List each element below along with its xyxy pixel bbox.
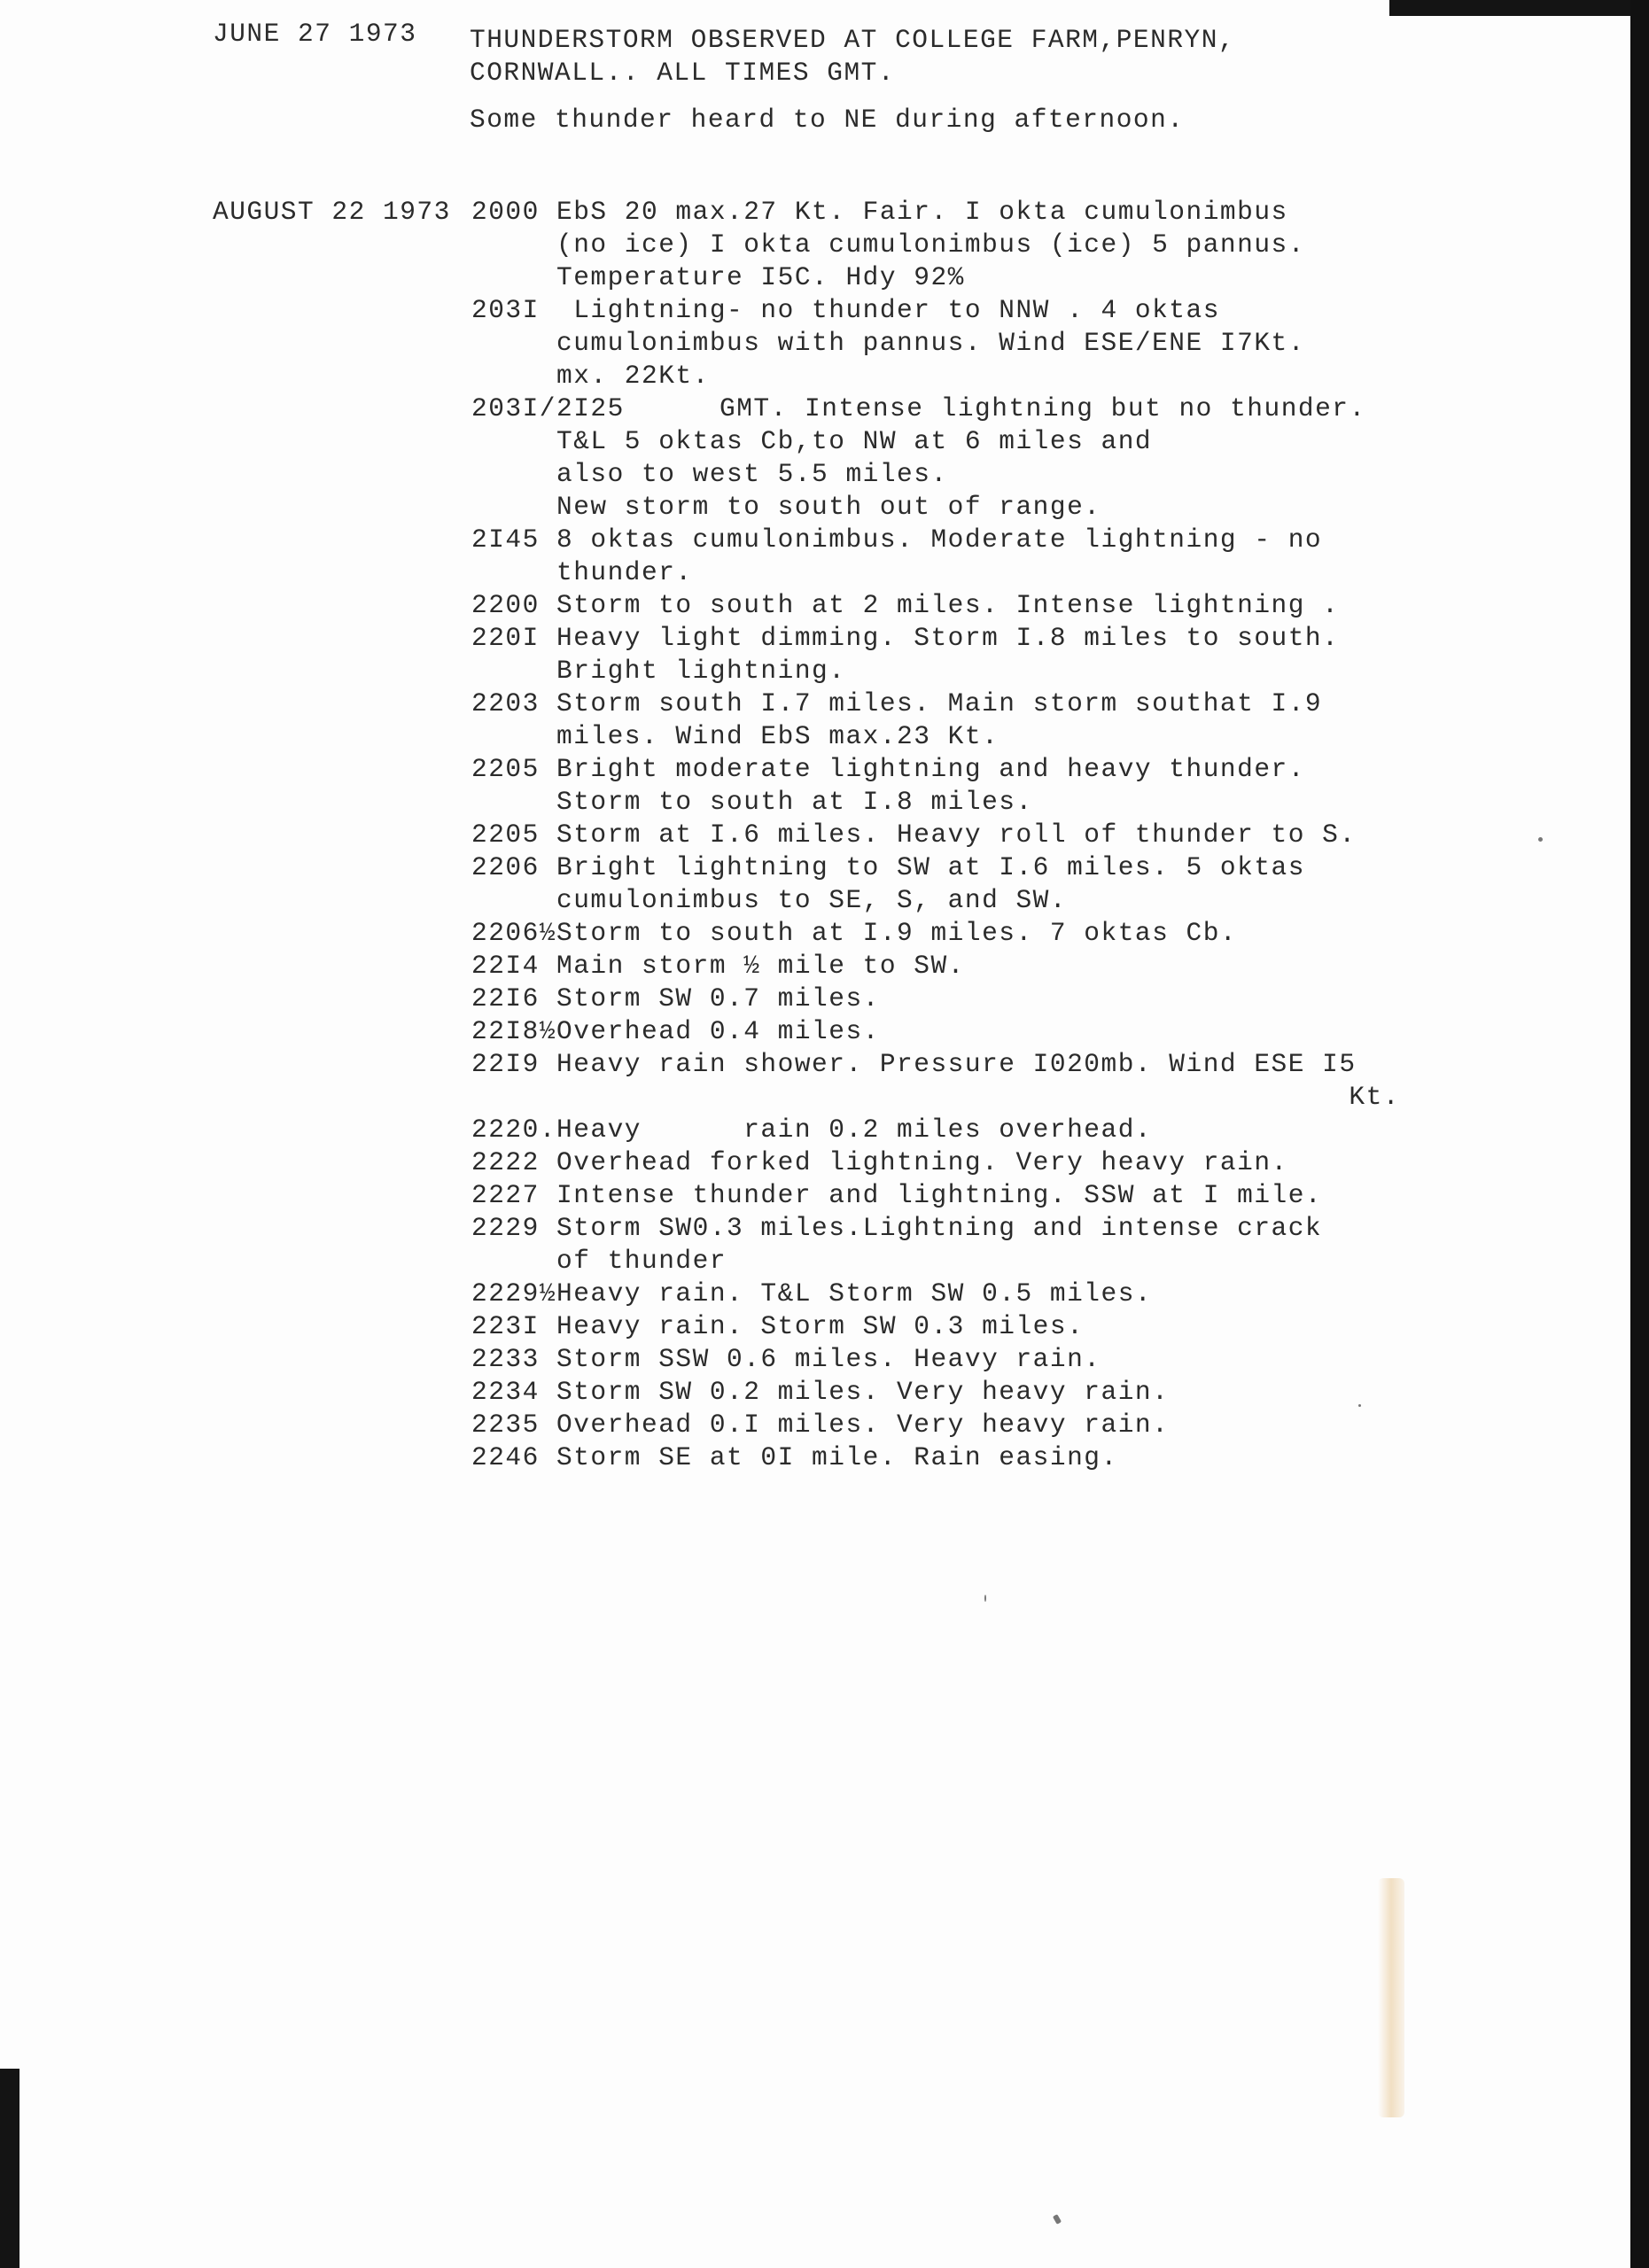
entry-line: GMT. Intense lightning but no thunder. <box>719 393 1366 423</box>
observation-entries <box>471 196 1464 1474</box>
entry-line: Storm SW 0.2 miles. Very heavy rain. <box>556 1377 1170 1407</box>
entry-time: 2205 <box>471 754 540 784</box>
entry-line: Heavy rain shower. Pressure I020mb. Wind ESE I5 <box>556 1049 1357 1079</box>
entry-line: (no ice) I okta cumulonimbus (ice) 5 pannus. <box>556 229 1305 260</box>
log-entry <box>471 1048 1464 1114</box>
entry-line: Bright moderate lightning and heavy thunder. <box>556 754 1305 784</box>
entry-line: Bright lightning. <box>556 656 846 686</box>
entry-line: Main storm ½ mile to SW. <box>556 951 965 981</box>
entry-line: Heavy rain 0.2 miles overhead. <box>556 1115 1153 1145</box>
entry-text <box>556 392 1464 524</box>
entry-time: 2246 <box>471 1442 540 1472</box>
entry-line: 8 oktas cumulonimbus. Moderate lightning - no <box>556 524 1323 555</box>
log-entry <box>471 1343 1464 1376</box>
entry-line: Storm SSW 0.6 miles. Heavy rain. <box>556 1344 1101 1374</box>
entry-time: 2234 <box>471 1377 540 1407</box>
entry-line: Overhead 0.4 miles. <box>556 1016 880 1046</box>
entry-time: 220I <box>471 623 540 653</box>
entry-line: Heavy rain. Storm SW 0.3 miles. <box>556 1311 1085 1341</box>
entry-time: 2220. <box>471 1115 557 1145</box>
entry-line: Storm at I.6 miles. Heavy roll of thunder to S. <box>556 819 1357 850</box>
log-entry <box>471 950 1464 983</box>
log-entry <box>471 1310 1464 1343</box>
entry-text <box>556 589 1464 622</box>
entry-text <box>556 950 1464 983</box>
entry-text <box>556 622 1464 687</box>
june-header <box>470 24 1444 136</box>
entry-line: Storm to south at 2 miles. Intense lightning . <box>556 590 1340 620</box>
entry-text <box>556 917 1464 950</box>
entry-time: 2222 <box>471 1147 540 1177</box>
entry-line: cumulonimbus to SE, S, and SW. <box>556 885 1068 915</box>
august-date: AUGUST 22 1973 <box>213 197 451 227</box>
log-entry <box>471 1114 1464 1146</box>
entry-line-indented: also to west 5.5 miles. <box>556 459 948 489</box>
entry-text <box>556 294 1464 392</box>
entry-line: cumulonimbus with pannus. Wind ESE/ENE I7Kt. <box>556 328 1305 358</box>
entry-time: 2205 <box>471 819 540 850</box>
entry-time: 22I4 <box>471 951 540 981</box>
entry-line: mx. 22Kt. <box>556 361 710 391</box>
entry-text <box>556 1310 1464 1343</box>
log-entry <box>471 1015 1464 1048</box>
log-entry <box>471 1179 1464 1212</box>
log-entry <box>471 1146 1464 1179</box>
entry-line-indented: T&L 5 oktas Cb,to NW at 6 miles and <box>556 426 1153 456</box>
entry-text <box>556 1343 1464 1376</box>
entry-text <box>556 983 1464 1015</box>
entry-text <box>556 1278 1464 1310</box>
entry-line: Storm SW0.3 miles.Lightning and intense crack <box>556 1213 1323 1243</box>
entry-line: Bright lightning to SW at I.6 miles. 5 oktas <box>556 852 1305 882</box>
entry-time: 22I9 <box>471 1049 540 1079</box>
log-entry <box>471 753 1464 819</box>
log-entry <box>471 196 1464 294</box>
entry-line: Overhead 0.I miles. Very heavy rain. <box>556 1410 1170 1440</box>
title-line-2: CORNWALL.. ALL TIMES GMT. <box>470 58 896 88</box>
entry-text <box>556 851 1464 917</box>
entry-time: 203I/2I25 <box>471 393 625 423</box>
entry-time: 22I8½ <box>471 1016 557 1046</box>
june-date: JUNE 27 1973 <box>213 19 417 49</box>
entry-time: 2203 <box>471 688 540 718</box>
entry-text <box>556 1146 1464 1179</box>
entry-time: 2206 <box>471 852 540 882</box>
entry-time: 2229 <box>471 1213 540 1243</box>
entry-line: Storm to south at I.8 miles. <box>556 787 1033 817</box>
entry-line: Storm SE at 0I mile. Rain easing. <box>556 1442 1118 1472</box>
entry-time: 2227 <box>471 1180 540 1210</box>
entry-time: 2200 <box>471 590 540 620</box>
entry-line: Lightning- no thunder to NNW . 4 oktas <box>556 295 1220 325</box>
entry-text <box>556 753 1464 819</box>
entry-text <box>556 1015 1464 1048</box>
log-entry <box>471 851 1464 917</box>
entry-text <box>556 1409 1464 1441</box>
entry-time: 203I <box>471 295 540 325</box>
entry-line-continuation: Kt. <box>1349 1082 1400 1112</box>
entry-time: 2000 <box>471 197 540 227</box>
entry-time: 2235 <box>471 1410 540 1440</box>
entry-text <box>556 1114 1464 1146</box>
entry-line: Storm south I.7 miles. Main storm southat I.9 <box>556 688 1323 718</box>
log-entry <box>471 392 1464 524</box>
entry-text <box>556 1376 1464 1409</box>
log-entry <box>471 1409 1464 1441</box>
log-entry <box>471 1441 1464 1474</box>
entry-time: 2206½ <box>471 918 557 948</box>
log-entry <box>471 622 1464 687</box>
entry-line-indented: New storm to south out of range. <box>556 492 1101 522</box>
entry-time: 223I <box>471 1311 540 1341</box>
entry-line: Heavy light dimming. Storm I.8 miles to south. <box>556 623 1340 653</box>
log-entry <box>471 983 1464 1015</box>
title-line-1: THUNDERSTORM OBSERVED AT COLLEGE FARM,PENRYN, <box>470 25 1236 55</box>
entry-text <box>556 1441 1464 1474</box>
log-entry <box>471 294 1464 392</box>
entry-text <box>556 524 1464 589</box>
entry-time: 2229½ <box>471 1278 557 1309</box>
entry-text <box>556 687 1464 753</box>
log-entry <box>471 1278 1464 1310</box>
entry-line: Intense thunder and lightning. SSW at I mile. <box>556 1180 1323 1210</box>
entry-line: EbS 20 max.27 Kt. Fair. I okta cumulonimbus <box>556 197 1288 227</box>
entry-line: Temperature I5C. Hdy 92% <box>556 262 965 292</box>
log-entry <box>471 819 1464 851</box>
entry-line: Storm SW 0.7 miles. <box>556 983 880 1014</box>
entry-line: Overhead forked lightning. Very heavy rain. <box>556 1147 1288 1177</box>
entry-line: miles. Wind EbS max.23 Kt. <box>556 721 1000 751</box>
entry-text <box>556 1212 1464 1278</box>
entry-time: 22I6 <box>471 983 540 1014</box>
log-entry <box>471 1212 1464 1278</box>
entry-text <box>556 1179 1464 1212</box>
entry-time: 2233 <box>471 1344 540 1374</box>
entry-line: thunder. <box>556 557 693 587</box>
entry-line: Heavy rain. T&L Storm SW 0.5 miles. <box>556 1278 1153 1309</box>
entry-text <box>556 196 1464 294</box>
log-entry <box>471 1376 1464 1409</box>
entry-time: 2I45 <box>471 524 540 555</box>
entry-text <box>556 819 1464 851</box>
log-entry <box>471 524 1464 589</box>
entry-text <box>556 1048 1464 1114</box>
log-entry <box>471 687 1464 753</box>
log-entry <box>471 917 1464 950</box>
log-entry <box>471 589 1464 622</box>
entry-line: of thunder <box>556 1246 727 1276</box>
entry-line: Storm to south at I.9 miles. 7 oktas Cb. <box>556 918 1238 948</box>
june-note: Some thunder heard to NE during afternoon. <box>470 105 1185 135</box>
